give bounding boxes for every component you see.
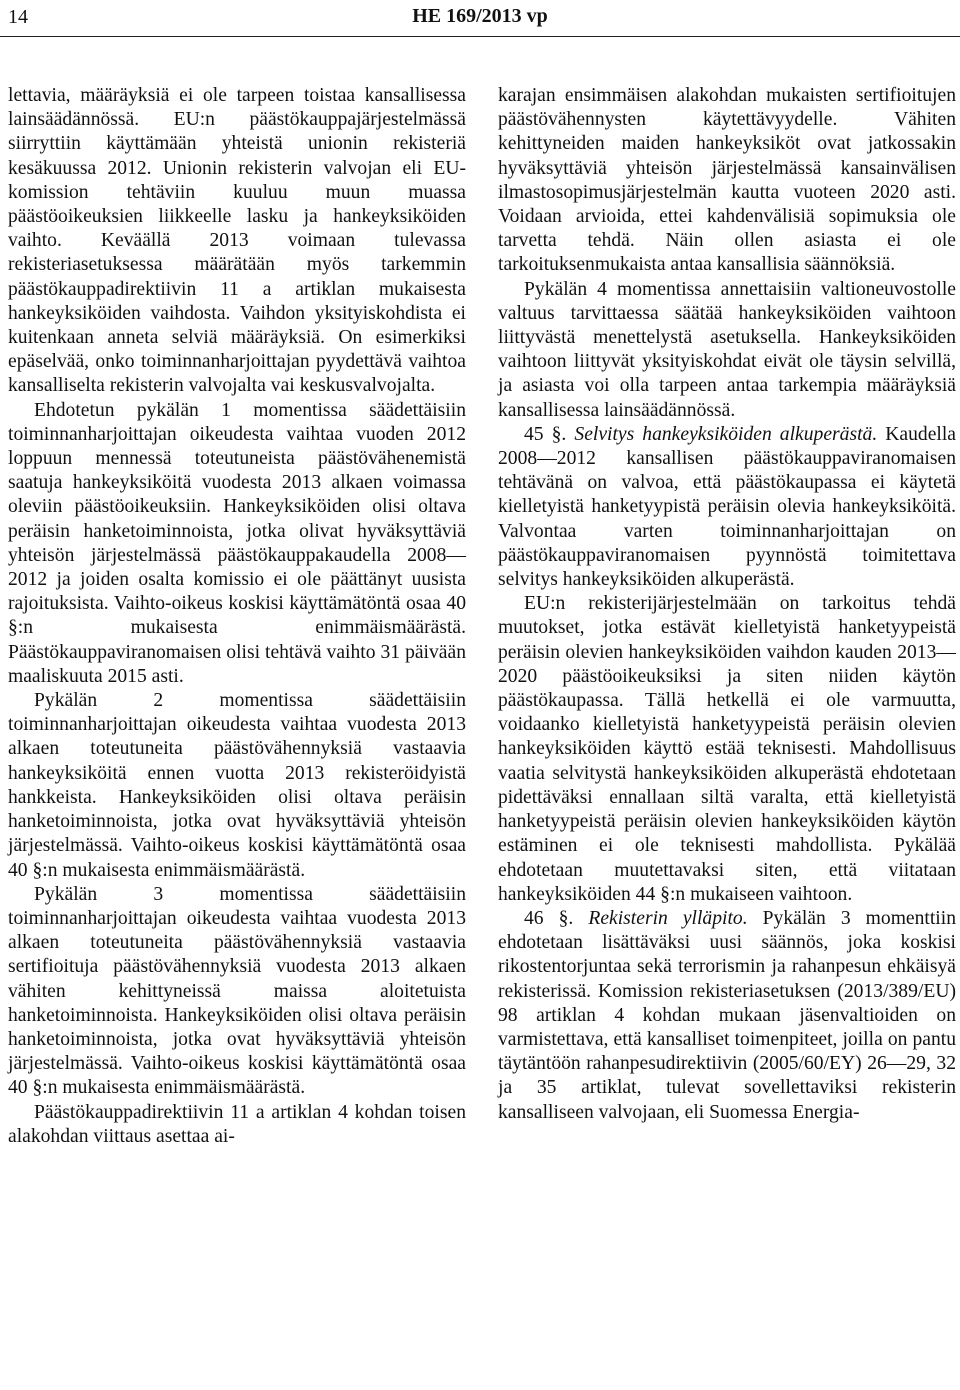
section-46 (498, 907, 956, 1125)
header-rule (0, 36, 960, 37)
section-text: Pykälän 3 momenttiin ehdotetaan lisättäväksi uusi säännös, joka koskisi rikostentorjuntaa sekä terrorismin ja rahanpesun ehkäisyä rekisterissä. Komission rekisteriasetuksen (2013/389/EU) 98 artiklan 4 kohdan mukaan jäsenvaltioiden on varmistettava, että kansalliset toimenpiteet, joilla on pantu täytäntöön rahanpesudirektiivin (2005/60/EY) 26—29, 32 ja 35 artiklat, tulevat sovellettaviksi rekisterin kansalliseen valvojaan, eli Suomessa Energia- (498, 907, 956, 1123)
section-text: Kaudella 2008—2012 kansallisen päästökauppaviranomaisen tehtävänä on valvoa, että päästökaupassa ei käytetä kielletyistä hanketyypistä peräisin olevia hankeyksiköitä. Valvontaa varten toiminnanharjoittajan on päästökauppaviranomaisen pyynnöstä toimitettava selvitys hankeyksiköiden alkuperästä. (498, 423, 956, 591)
section-title: Rekisterin ylläpito. (588, 907, 748, 929)
paragraph: Pykälän 4 momentissa annettaisiin valtioneuvostolle valtuus tarvittaessa säätää hankeyksiköiden vaihtoon liittyvästä menettelystä asetuksella. Hankeyksiköiden vaihtoon liittyvät yksityiskohdat eivät ole täysin selvillä, ja asiasta voi olla tarpeen antaa tarkempia määräyksiä kansallisessa lainsäädännössä. (498, 278, 956, 421)
document-id: HE 169/2013 vp (412, 5, 548, 27)
page-header (0, 0, 960, 40)
paragraph: EU:n rekisterijärjestelmään on tarkoitus tehdä muutokset, jotka estävät kielletyistä hanketyypeistä peräisin olevien hankeyksiköiden vaihdon kauden 2013—2020 päästöoikeuksiksi ja siten niiden käytön päästökaupassa. Tällä hetkellä ei ole varmuutta, voidaanko kielletyistä hanketyypeistä peräisin olevien hankeyksiköiden käyttö estää teknisesti. Mahdollisuus vaatia selvitystä hankeyksiköiden alkuperästä ehdotetaan pidettäväksi ennallaan siltä varalta, että kielletyistä hanketyypeistä peräisin olevien hankeyksiköiden käytön estäminen ei ole teknisesti mahdollista. Pykälää ehdotetaan muutettavaksi siten, että viitataan hankeyksiköiden 44 §:n mukaiseen vaihtoon. (498, 593, 956, 905)
left-column (8, 84, 466, 1149)
right-column (498, 84, 956, 1125)
section-title: Selvitys hankeyksiköiden alkuperästä. (574, 423, 878, 445)
page-number: 14 (8, 6, 28, 28)
paragraph: lettavia, määräyksiä ei ole tarpeen toistaa kansallisessa lainsäädännössä. EU:n päästökauppajärjestelmässä siirryttiin käyttämään yhteistä unionin rekisteriä kesäkuussa 2012. Unionin rekisterin valvojan eli EU-komission tehtäviin kuuluu muun muassa päästöoikeuksien liikkeelle lasku ja hankeyksiköiden vaihto. Keväällä 2013 voimaan tulevassa rekisteriasetuksessa määrätään myös tarkemmin päästökauppadirektiivin 11 a artiklan mukaisesta hankeyksiköiden vaihdosta. Vaihdon yksityiskohdista ei kuitenkaan anneta selviä määräyksiä. On esimerkiksi epäselvää, onko toiminnanharjoittajan pyydettävä vaihtoa kansalliselta rekisterin valvojalta vai keskusvalvojalta. (8, 85, 466, 397)
section-45 (498, 423, 956, 592)
paragraph: Päästökauppadirektiivin 11 a artiklan 4 kohdan toisen alakohdan viittaus asettaa ai- (8, 1101, 466, 1147)
paragraph: karajan ensimmäisen alakohdan mukaisten sertifioitujen päästövähennysten käytettävyydelle. Vähiten kehittyneiden maiden hankeyksiköt ovat jatkossakin hyväksyttäviä yhteisön järjestelmässä kansainvälisen ilmastosopimusjärjestelmän kautta vuoteen 2020 asti. Voidaan arvioida, ettei kahdenvälisiä sopimuksia ole tarvetta tehdä. Näin ollen asiasta ei ole tarkoituksenmukaista antaa kansallisia säännöksiä. (498, 85, 956, 276)
section-number: 45 §. (524, 423, 567, 445)
section-number: 46 §. (524, 907, 574, 929)
paragraph: Pykälän 3 momentissa säädettäisiin toiminnanharjoittajan oikeudesta vaihtaa vuodesta 2013 alkaen toteutuneita päästövähennyksiä vastaavia sertifioituja päästövähennyksiä vuodesta 2013 alkaen vähiten kehittyneissä maissa aloitetuista hanketoiminnoista. Hankeyksiköiden olisi oltava peräisin hanketoiminnoista, jotka ovat hyväksyttäviä yhteisön järjestelmässä. Vaihto-oikeus koskisi käyttämätöntä osaa 40 §:n mukaisesta enimmäismäärästä. (8, 883, 466, 1099)
paragraph: Pykälän 2 momentissa säädettäisiin toiminnanharjoittajan oikeudesta vaihtaa vuodesta 2013 alkaen toteutuneita päästövähennyksiä vastaavia hankeyksiköitä ennen vuotta 2013 rekisteröidyistä hankkeista. Hankeyksiköiden olisi oltava peräisin hanketoiminnoista, jotka ovat hyväksyttäviä yhteisön järjestelmässä. Vaihto-oikeus koskisi käyttämätöntä osaa 40 §:n mukaisesta enimmäismäärästä. (8, 690, 466, 881)
paragraph: Ehdotetun pykälän 1 momentissa säädettäisiin toiminnanharjoittajan oikeudesta vaihtaa vuoden 2012 loppuun mennessä toteutuneista päästövähenemistä saatuja hankeyksiköitä vuodesta 2013 alkaen voimassa oleviin päästöoikeuksiin. Hankeyksiköiden olisi oltava peräisin hanketoiminnoista, jotka olivat hyväksyttäviä yhteisön järjestelmässä päästökauppakaudella 2008—2012 ja joiden osalta komissio ei ole päättänyt uusista rajoituksista. Vaihto-oikeus koskisi käyttämätöntä osaa 40 §:n mukaisesta enimmäismäärästä. Päästökauppaviranomaisen olisi tehtävä vaihto 31 päivään maaliskuuta 2015 asti. (8, 399, 466, 687)
